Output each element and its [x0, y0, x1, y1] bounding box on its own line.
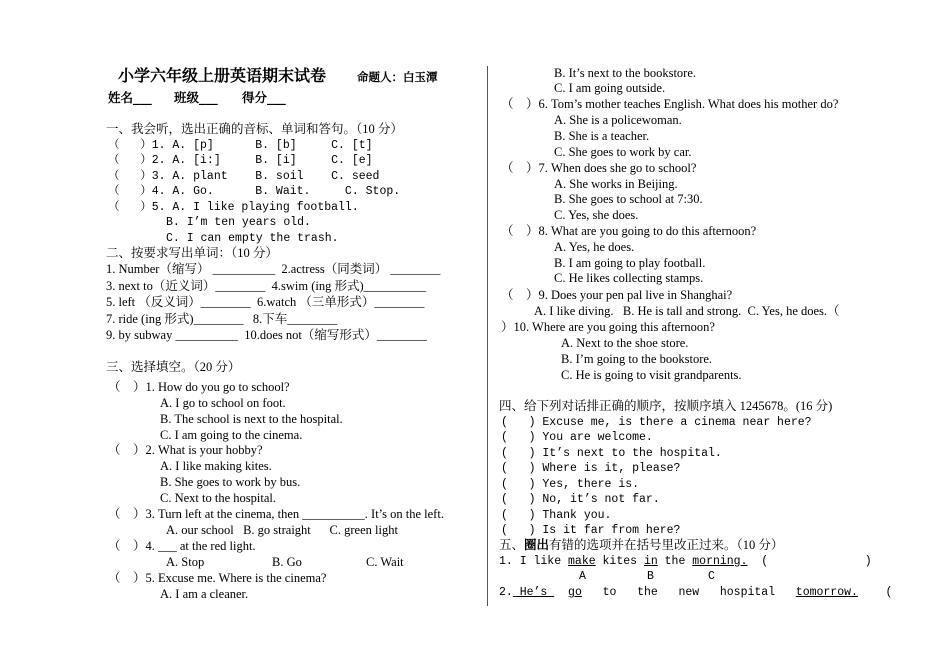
dialogue-line: ( ) Where is it, please?	[501, 462, 681, 475]
question-7-option: C. Yes, she does.	[554, 208, 639, 222]
sentence-1-answer-blank: ( )	[747, 555, 872, 568]
question-9-options: A. I like diving. B. He is tall and strong. C. Yes, he does.（	[534, 304, 840, 318]
page-title: 小学六年级上册英语期末试卷	[118, 66, 327, 85]
question-5: （ ）5. Excuse me. Where is the cinema?	[108, 571, 327, 585]
dialogue-line: ( ) It’s next to the hospital.	[501, 447, 722, 460]
class-field-label: 班级___	[174, 90, 218, 105]
question-6-option: C. She goes to work by car.	[554, 145, 692, 159]
option-label-a: A	[579, 570, 586, 583]
question-5-option-b: B. It’s next to the bookstore.	[554, 66, 696, 80]
section-1-line: （ ）1. A. [p] B. [b] C. [t]	[108, 139, 373, 152]
correction-sentence-2	[499, 585, 892, 600]
question-8-option: B. I am going to play football.	[554, 256, 706, 270]
section-4-heading: 四、给下列对话排正确的顺序，按顺序填入 1245678。(16 分)	[499, 399, 833, 413]
section-1-line: （ ）3. A. plant B. soil C. seed	[108, 170, 380, 183]
question-10-option: C. He is going to visit grandparents.	[561, 368, 742, 382]
question-4: （ ）4. ___ at the red light.	[108, 539, 256, 553]
section-2-line: 3. next to（近义词）________ 4.swim (ing 形式)__________	[106, 279, 427, 293]
question-10-option: B. I’m going to the bookstore.	[561, 352, 713, 366]
sentence-2-option-c: tomorrow.	[795, 586, 858, 599]
sentence-1-text: 1. I like	[499, 555, 569, 568]
question-4-option-b: B. Go	[272, 555, 302, 569]
section-1-line: C. I can empty the trash.	[166, 232, 339, 245]
question-2-option: B. She goes to work by bus.	[160, 475, 301, 489]
sentence-2-text: 2.	[499, 586, 513, 599]
dialogue-line: ( ) Is it far from here?	[501, 524, 681, 537]
question-1-option: A. I go to school on foot.	[160, 396, 286, 410]
section-2-line: 9. by subway __________ 10.does not（缩写形式）________	[106, 328, 427, 342]
question-8: （ ）8. What are you going to do this afternoon?	[501, 224, 757, 238]
sentence-1-option-a: make	[568, 555, 596, 568]
section-2-line: 7. ride (ing 形式)________ 8.下车________	[106, 312, 338, 326]
option-label-b: B	[647, 570, 654, 583]
dialogue-line: ( ) No, it’s not far.	[501, 493, 660, 506]
sentence-1-text: kites	[595, 555, 644, 568]
sentence-1-option-b: in	[643, 555, 658, 568]
question-10-option: A. Next to the shoe store.	[561, 336, 689, 350]
sentence-2-answer-blank: (	[857, 586, 893, 599]
section-5-heading-rest: 有错的选项并在括号里改正过来。（10 分）	[549, 538, 784, 552]
section-1-line: B. I’m ten years old.	[166, 216, 311, 229]
section-1-line: （ ）2. A. [i:] B. [i] C. [e]	[108, 154, 373, 167]
section-1-line: （ ）5. A. I like playing football.	[108, 201, 359, 214]
question-1-option: C. I am going to the cinema.	[160, 428, 303, 442]
question-3-options: A. our school B. go straight C. green light	[166, 523, 398, 537]
question-8-option: C. He likes collecting stamps.	[554, 271, 704, 285]
section-2-line: 1. Number（缩写） __________ 2.actress（同类词） ________	[106, 262, 441, 276]
question-5-option-a: A. I am a cleaner.	[160, 587, 249, 601]
section-1-line: （ ）4. A. Go. B. Wait. C. Stop.	[108, 185, 401, 198]
question-2: （ ）2. What is your hobby?	[108, 443, 263, 457]
question-6-option: B. She is a teacher.	[554, 129, 650, 143]
section-1-heading: 一、我会听，选出正确的音标、单词和答句。（10 分）	[106, 122, 403, 136]
question-6-option: A. She is a policewoman.	[554, 113, 682, 127]
question-5-option-c: C. I am going outside.	[554, 81, 666, 95]
name-field-label: 姓名___	[108, 90, 152, 105]
dialogue-line: ( ) Thank you.	[501, 509, 612, 522]
question-4-option-c: C. Wait	[366, 555, 404, 569]
question-7-option: A. She works in Beijing.	[554, 177, 678, 191]
sentence-2-option-b: go	[568, 586, 582, 599]
dialogue-line: ( ) Yes, there is.	[501, 478, 640, 491]
sentence-2-text: to the new hospital	[581, 586, 796, 599]
sentence-1-text: the	[657, 555, 693, 568]
option-label-c: C	[708, 570, 715, 583]
dialogue-line: ( ) Excuse me, is there a cinema near here?	[501, 416, 812, 429]
section-5-heading	[499, 538, 783, 553]
question-1: （ ）1. How do you go to school?	[108, 380, 290, 394]
question-4-option-a: A. Stop	[166, 555, 205, 569]
section-5-heading-bold: 圈出	[524, 538, 550, 552]
section-5-heading-prefix: 五、	[499, 538, 525, 552]
section-2-heading: 二、按要求写出单词：（10 分）	[106, 246, 278, 260]
dialogue-line: ( ) You are welcome.	[501, 431, 653, 444]
question-8-option: A. Yes, he does.	[554, 240, 635, 254]
question-10: ）10. Where are you going this afternoon?	[501, 320, 715, 334]
question-2-option: C. Next to the hospital.	[160, 491, 276, 505]
question-6: （ ）6. Tom’s mother teaches English. What does his mother do?	[501, 97, 839, 111]
section-3-heading: 三、选择填空。（20 分）	[106, 360, 241, 374]
score-field-label: 得分___	[242, 90, 286, 105]
sentence-1-option-c: morning.	[692, 555, 748, 568]
question-2-option: A. I like making kites.	[160, 459, 272, 473]
author-label: 命题人：白玉潭	[357, 70, 438, 84]
question-3: （ ）3. Turn left at the cinema, then __________. It’s on the left.	[108, 507, 444, 521]
question-7: （ ）7. When does she go to school?	[501, 161, 697, 175]
question-1-option: B. The school is next to the hospital.	[160, 412, 343, 426]
section-2-line: 5. left （反义词）________ 6.watch （三单形式）________	[106, 295, 425, 309]
question-9: （ ）9. Does your pen pal live in Shanghai?	[501, 288, 733, 302]
question-7-option: B. She goes to school at 7:30.	[554, 192, 703, 206]
column-divider	[487, 66, 488, 606]
correction-sentence-1	[499, 554, 872, 569]
sentence-2-option-a: He’s	[512, 586, 555, 599]
sentence-2-text	[554, 586, 568, 599]
